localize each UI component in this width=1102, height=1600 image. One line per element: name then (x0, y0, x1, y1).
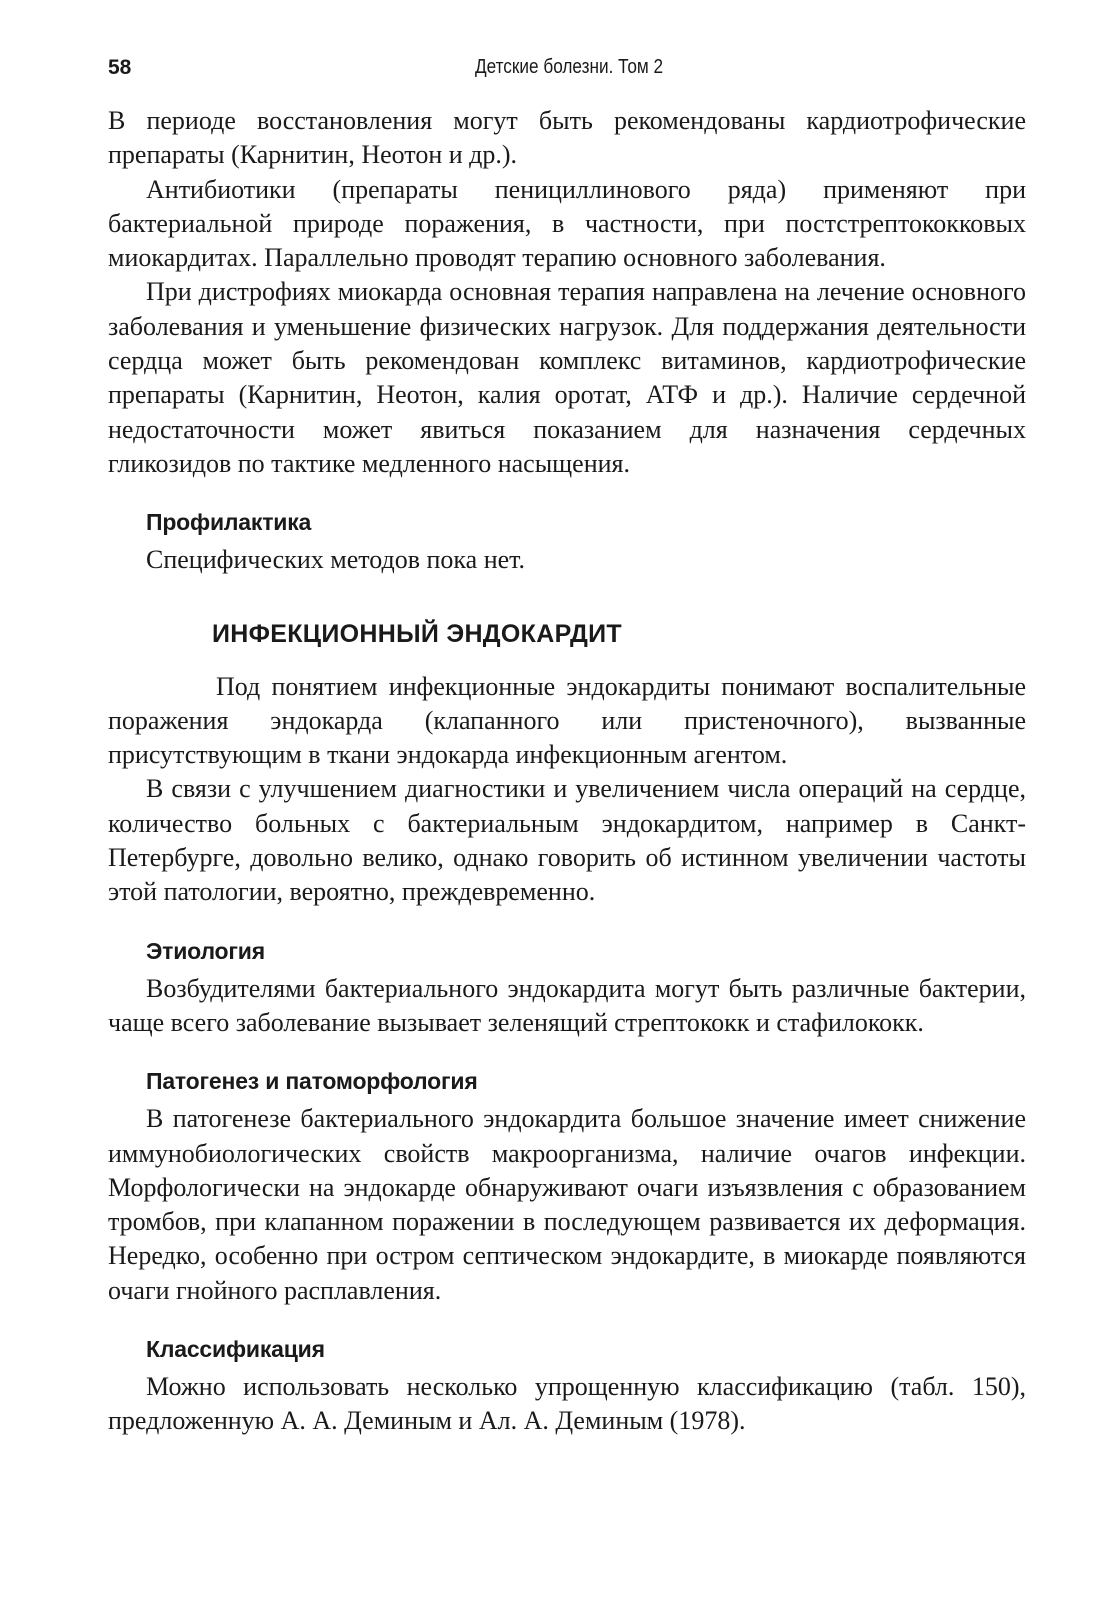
paragraph: В связи с улучшением диагностики и увеличением числа операций на сердце, количество больных с бактериальным эндокардитом, например в Санкт-Петербурге, довольно велико, однако говорить об истинном увеличении частоты этой патологии, вероятно, преждевременно. (108, 774, 1026, 907)
section-heading-prophylaxis: Профилактика (146, 509, 312, 536)
paragraph: Возбудителями бактериального эндокардита могут быть различные бактерии, чаще всего заболевание вызывает зеленящий стрептококк и стафилококк. (108, 973, 1026, 1037)
page-header (108, 52, 1030, 86)
paragraph: Можно использовать несколько упрощенную классификацию (табл. 150), предложенную А. А. Деминым и Ал. А. Деминым (1978). (108, 1372, 1026, 1436)
paragraph: В патогенезе бактериального эндокардита большое значение имеет снижение иммунобиологических свойств макроорганизма, наличие очагов инфекции. Морфологически на эндокарде обнаруживают очаги изъязвления с образованием тромбов, при клапанном поражении в последующем развивается их деформация. Нередко, особенно при остром септическом эндокардите, в миокарде появляются очаги гнойного расплавления. (108, 1104, 1026, 1305)
section-heading-classification: Классификация (146, 1336, 325, 1363)
page-number: 58 (108, 56, 132, 79)
running-title: Детские болезни. Том 2 (474, 56, 664, 78)
chapter-title: ИНФЕКЦИОННЫЙ ЭНДОКАРДИТ (212, 619, 622, 648)
paragraph: При дистрофиях миокарда основная терапия направлена на лечение основного заболевания и уменьшение физических нагрузок. Для поддержания деятельности сердца может быть рекомендован комплекс витаминов, кардиотрофические препараты (Карнитин, Неотон, калия оротат, АТФ и др.). Наличие сердечной недостаточности может явиться показанием для назначения сердечных гликозидов по тактике медленного насыщения. (108, 277, 1026, 478)
paragraph: Антибиотики (препараты пенициллинового ряда) применяют при бактериальной природе поражения, в частности, при постстрептококковых миокардитах. Параллельно проводят терапию основного заболевания. (108, 174, 1026, 273)
paragraph: Специфических методов пока нет. (146, 545, 526, 575)
section-heading-pathogenesis: Патогенез и патоморфология (146, 1068, 478, 1095)
page-body (108, 104, 1026, 1439)
section-heading-etiology: Этиология (146, 937, 265, 964)
paragraph: Под понятием инфекционные эндокардиты понимают воспалительные поражения эндокарда (клапанного или пристеночного), вызванные присутствующим в ткани эндокарда инфекционным агентом. (108, 671, 1026, 770)
paragraph: В периоде восстановления могут быть рекомендованы кардиотрофические препараты (Карнитин, Неотон и др.). (108, 106, 1026, 170)
